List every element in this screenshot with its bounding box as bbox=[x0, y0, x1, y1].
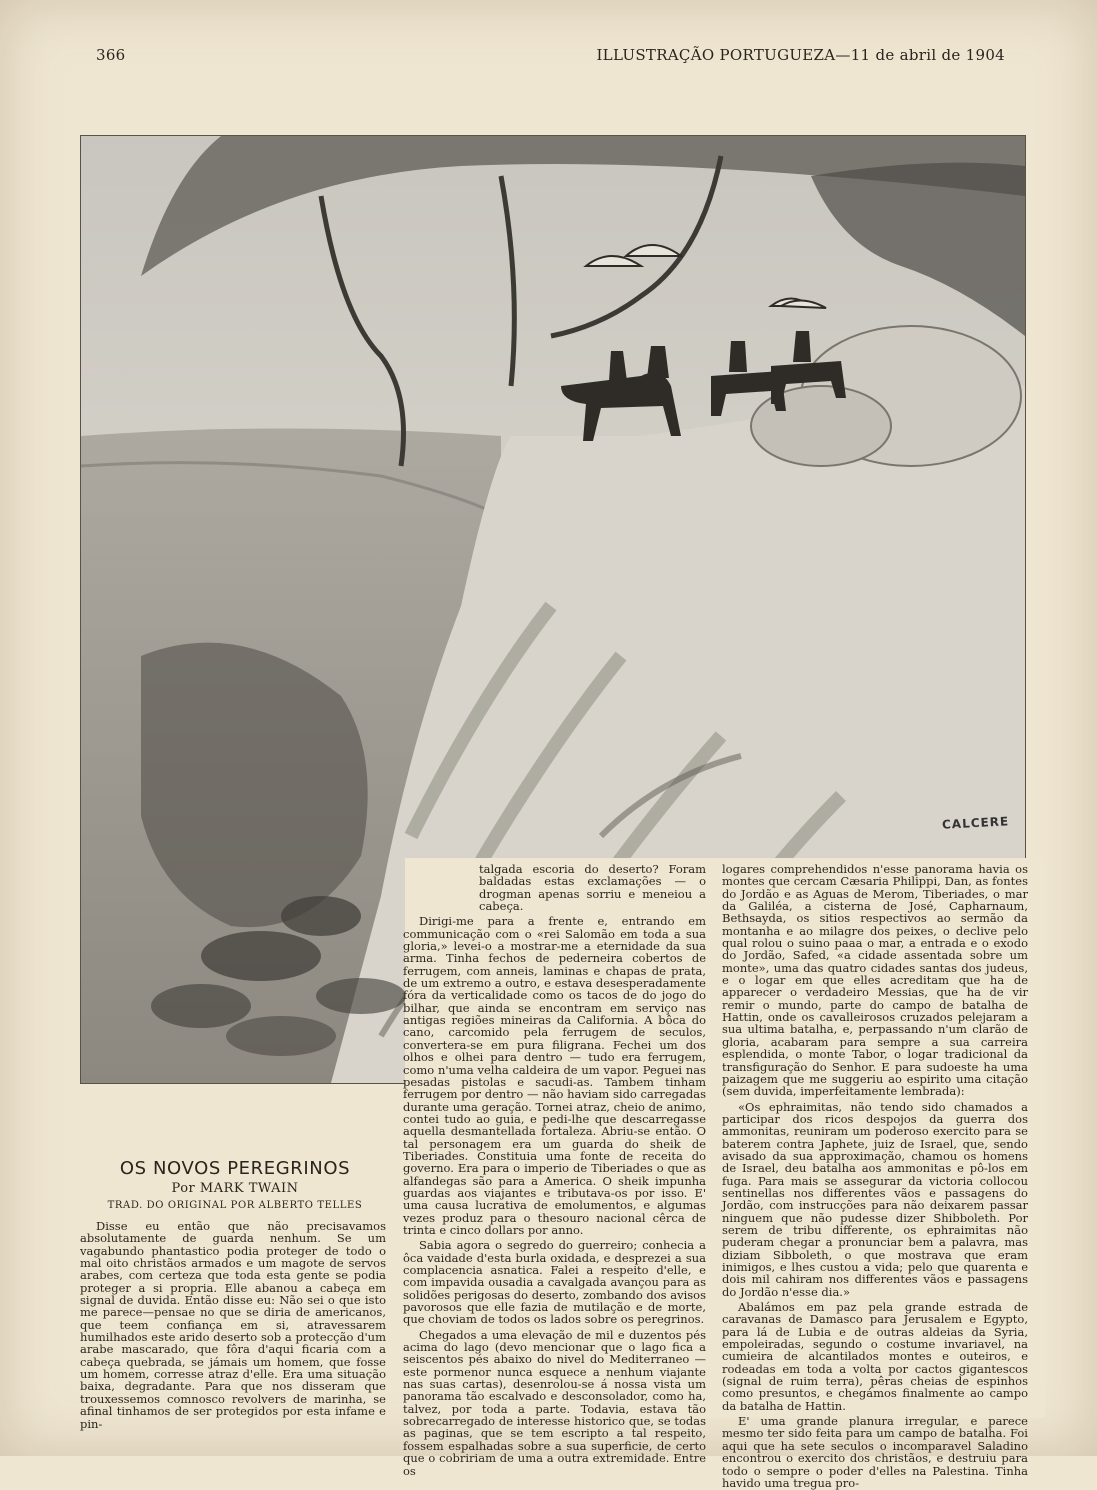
masthead: ILLUSTRAÇÃO PORTUGUEZA—11 de abril de 1904 bbox=[596, 46, 1005, 64]
paragraph: Dirigi-me para a frente e, entrando em communicação com o «rei Salomão em toda a sua gloria,» levei-o a mostrar-me a eternidade da sua arma. Tinha fechos de pederneira cobertos de ferrugem, com anneis, laminas e chapas de prata, de um extremo a outro, e estava desesperadamente fóra da verticalidade como os tacos de do jogo do bilhar, que ainda se encontram em serviço nas antigas regiões mineiras da California. A bôca do cano, carcomido pela ferrugem de seculos, convertera-se em pura filigrana. Fechei um dos olhos e olhei para dentro — tudo era ferrugem, como n'uma velha caldeira de um vapor. Peguei nas pesadas pistolas e sacudi-as. Tambem tinham ferrugem por dentro — não haviam sido carregadas durante uma geração. Tornei atraz, cheio de animo, contei tudo ao guia, e pedi-lhe que descarregasse aquella desmantellada fortaleza. Abriu-se então. O tal personagem era um guarda do sheik de Tiberiades. Constituia uma fonte de receita do governo. Era para o imperio de Tiberiades o que as alfandegas são para a America. O sheik impunha guardas aos viajantes e tributava-os por isso. E' uma causa lucrativa de emolumentos, e algumas vezes produz para o thesouro nacional cêrca de trinta e cinco dollars por anno. bbox=[403, 914, 706, 1237]
paragraph: talgada escoria do deserto? Foram baldadas estas exclamações — o drogman apenas sorriu e meneiou a cabeça. bbox=[479, 862, 706, 914]
paragraph: «Os ephraimitas, não tendo sido chamados a participar dos ricos despojos da guerra dos ammonitas, reuniram um poderoso exercito para se baterem contra Japhete, juiz de Israel, que, sendo avisado da sua approximação, chamou os homens de Israel, deu batalha aos ammonitas e pô-los em fuga. Para mais se assegurar da victoria collocou sentinellas nos differentes vãos e passagens do Jordão, com instrucções para não deixarem passar ninguem que não pudesse dizer Shibboleth. Por serem de tribu differente, os ephraimitas não puderam chegar a pronunciar bem a palavra, mas diziam Sibboleth, o que mostrava que eram inimigos, e lhes custou a vida; pelo que quarenta e dois mil cahiram nos differentes vãos e passagens do Jordão n'esse dia.» bbox=[722, 1099, 1028, 1299]
paragraph: Disse eu então que não precisavamos absolutamente de guarda nenhum. Se um vagabundo phantastico podia proteger de todo o mal oito christãos armados e um magote de servos arabes, com certeza que toda esta gente se podia proteger a si propria. Elle abanou a cabeça em signal de duvida. Então disse eu: Não sei o que isto me parece—pensae no que se diria de americanos, que teem confiança em si, atravessarem humilhados este arido deserto sob a protecção d'um arabe mascarado, que fôra d'aqui ficaria com a cabeça quebrada, se jámais um homem, que fosse um homem, corresse atraz d'elle. Era uma situação baixa, degradante. Para que nos disseram que trouxessemos comnosco revolvers de marinha, se afinal tinhamos de ser protegidos por esta infame e pin- bbox=[80, 1219, 386, 1431]
article-column-2 bbox=[403, 862, 706, 1478]
article-column-1 bbox=[80, 1219, 386, 1431]
translator-credit: TRAD. DO ORIGINAL POR ALBERTO TELLES bbox=[107, 1200, 363, 1211]
article-column-3 bbox=[722, 862, 1028, 1490]
paragraph: Chegados a uma elevação de mil e duzentos pés acima do lago (devo mencionar que o lago fica a seiscentos pés abaixo do nivel do Mediterraneo — este pormenor nunca esquece a nenhum viajante nas suas cartas), desenrolou-se á nossa vista um panorama tão escalvado e desconsolador, como ha, talvez, por toda a parte. Todavia, estava tão sobrecarregado de interesse historico que, se todas as paginas, que se tem escripto a tal respeito, fossem espalhadas sobre a sua superficie, de certo que o cobririam de uma a outra extremidade. Entre os bbox=[403, 1327, 706, 1478]
article-byline: Por MARK TWAIN bbox=[171, 1181, 299, 1196]
paragraph: Abalámos em paz pela grande estrada de caravanas de Damasco para Jerusalem e Egypto, para lá de Lubia e de outras aldeias da Syria, empoleiradas, segundo o costume invariavel, na cumieira de alcantilados montes e outeiros, e rodeadas em toda a volta por cactos gigantescos (signal de ruim terra), pêras cheias de espinhos como presuntos, e chegámos finalmente ao campo da batalha de Hattin. bbox=[722, 1300, 1028, 1413]
paragraph: E' uma grande planura irregular, e parece mesmo ter sido feita para um campo de batalha. Foi aqui que ha sete seculos o incomparavel Saladino encontrou o exercito dos christãos, e destruiu para todo o sempre o poder d'elles na Palestina. Tinha havido uma tregua pro- bbox=[722, 1414, 1028, 1490]
article-title: OS NOVOS PEREGRINOS bbox=[119, 1158, 351, 1179]
page-number: 366 bbox=[96, 46, 126, 64]
paragraph: Sabia agora o segredo do guerreiro; conhecia a ôca vaidade d'esta burla oxidada, e desprezei a sua complacencia asnatica. Falei a respeito d'elle, e com impavida ousadia a cavalgada avançou para as solidões perigosas do deserto, zombando dos avisos pavorosos que elle fazia de mutilação e de morte, que choviam de todos os lados sobre os peregrinos. bbox=[403, 1238, 706, 1327]
article-heading bbox=[80, 1158, 390, 1211]
paragraph: logares comprehendidos n'esse panorama havia os montes que cercam Cæsaria Philippi, Dan, as fontes do Jordão e as Aguas de Merom, Tiberiades, o mar da Galiléa, a cisterna de José, Capharnaum, Bethsayda, os sitios respectivos ao sermão da montanha e ao milagre dos peixes, o declive pelo qual rolou o suino paaa o mar, a entrada e o exodo do Jordão, Safed, «a cidade assentada sobre um monte», uma das quatro cidades santas dos judeus, e o logar em que elles acreditam que ha de apparecer o verdadeiro Messias, que ha de vir remir o mundo, parte do campo de batalha de Hattin, onde os cavalleirosos cruzados pelejaram a sua ultima batalha, e, perpassando n'um clarão de gloria, acabaram para sempre a sua carreira esplendida, o monte Tabor, o logar tradicional da transfiguração do Senhor. E para sudoeste ha uma paizagem que me suggeriu ao espirito uma citação (sem duvida, imperfeitamente lembrada): bbox=[722, 862, 1028, 1099]
artist-signature: CALCERE bbox=[941, 814, 1010, 832]
